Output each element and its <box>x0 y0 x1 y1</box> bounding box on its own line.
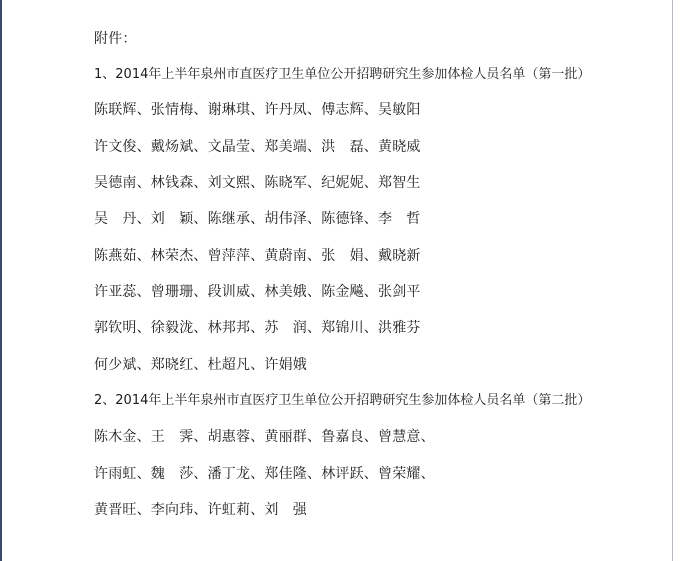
batch-2-heading: 2、2014年上半年泉州市直医疗卫生单位公开招聘研究生参加体检人员名单（第二批） <box>94 393 591 408</box>
attachment-label: 附件： <box>94 31 137 47</box>
batch-1-row-1: 陈联辉、张情梅、谢琳琪、许丹凤、傅志辉、吴敏阳 <box>94 102 421 118</box>
batch-2-row-1: 陈木金、王 霁、胡惠蓉、黄丽群、鲁嘉良、曾慧意、 <box>94 429 435 445</box>
batch-2-row-3: 黄晋旺、李向玮、许虹莉、刘 强 <box>94 502 307 518</box>
batch-1-row-7: 郭钦明、徐毅泷、林邦邦、苏 润、郑锦川、洪雅芬 <box>94 320 421 336</box>
batch-1-row-4: 吴 丹、刘 颖、陈继承、胡伟泽、陈德锋、李 哲 <box>94 211 421 227</box>
batch-1-heading: 1、2014年上半年泉州市直医疗卫生单位公开招聘研究生参加体检人员名单（第一批） <box>94 67 591 82</box>
page-right-border <box>672 0 673 561</box>
batch-1-row-8: 何少斌、郑晓红、杜超凡、许娟娥 <box>94 357 307 373</box>
batch-1-row-3: 吴德南、林钱森、刘文熙、陈晓军、纪妮妮、郑智生 <box>94 175 421 191</box>
batch-1-row-6: 许亚蕊、曾珊珊、段训威、林美娥、陈金飚、张剑平 <box>94 284 421 300</box>
batch-1-row-5: 陈燕茹、林荣杰、曾萍萍、黄蔚南、张 娟、戴晓新 <box>94 248 421 264</box>
batch-2-row-2: 许雨虹、魏 莎、潘丁龙、郑佳隆、林评跃、曾荣耀、 <box>94 466 435 482</box>
page-left-border <box>0 0 2 561</box>
batch-1-row-2: 许文俊、戴炀斌、文晶莹、郑美端、洪 磊、黄晓威 <box>94 139 421 155</box>
